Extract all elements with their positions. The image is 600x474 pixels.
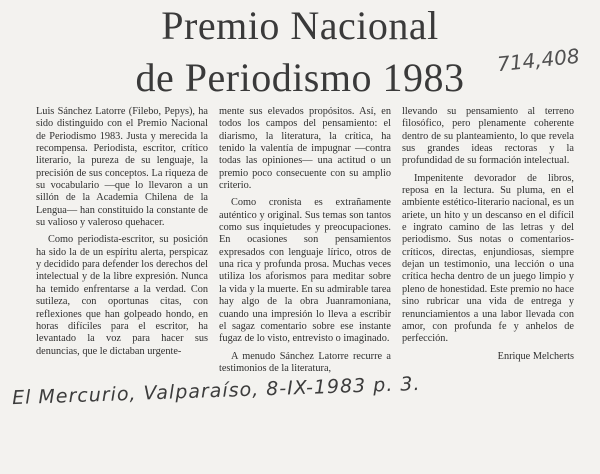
archive-number-handwritten: 714,408: [495, 43, 581, 77]
author-signature: Enrique Melcherts: [497, 350, 574, 362]
paragraph: Como cronista es extrañamente auténtico y original. Sus temas son tantos como sus inquietudes y preocupaciones. En ocasiones son pensamientos expresados con lenguaje lírico, otros de una rica y profunda prosa. Muchas veces utiliza los aforismos para meditar sobre la vida y la muerte. En su admirable tarea hay algo de la obra Juanramoniana, cuando una impresión lo lleva a escribir el sagaz comentario sobre ese instante fugaz de lo visto, entrevisto o imaginado.: [219, 197, 391, 345]
handwritten-source-citation: El Mercurio, Valparaíso, 8-IX-1983 p. 3.: [11, 372, 421, 410]
paragraph: mente sus elevados propósitos. Así, en todos los campos del pensamiento: el diarismo, la literatura, la crítica, ha tenido la valentía de impugnar —contra todas las opiniones— una actitud o un premio poco consecuente con su amplio criterio.: [219, 106, 391, 192]
article-column-3: [402, 106, 574, 363]
paragraph: llevando su pensamiento al terreno filosófico, pero plenamente coherente dentro de su planteamiento, lo que revela sus grandes ideas rectoras y la profundidad de su formación intelectual.: [402, 106, 574, 167]
article-column-2: [219, 106, 391, 380]
article-title-line-1: Premio Nacional: [161, 3, 439, 48]
paragraph: Luis Sánchez Latorre (Filebo, Pepys), ha sido distinguido con el Premio Nacional de Periodismo 1983. Justa y merecida la recompensa. Periodista, escritor, crítico literario, la pureza de su lenguaje, la precisión de sus conceptos. La riqueza de su vocabulario —que lo llevaron a un sillón de la Academia Chilena de la Lengua— han constituido la constante de su valioso y valeroso quehacer.: [36, 106, 208, 229]
article-title-line-2: de Periodismo 1983: [135, 55, 465, 100]
paragraph: A menudo Sánchez Latorre recurre a testimonios de la literatura,: [219, 350, 391, 374]
paragraph: Impenitente devorador de libros, reposa en la lectura. Su pluma, en el ambiente estético-literario nacional, es un ariete, un hito y un descanso en el difícil e ingrato camino de las letras y del periodismo. Sus notas o comentarios-críticos, directas, enjundiosas, siempre dejan un testimonio, una lección o una crítica hecha dentro de un juego limpio y pleno de honestidad. Este premio no hace sino rubricar una vida de entrega y renunciamientos a una labor llevada con amor, con profunda fe y anhelos de perfección.: [402, 172, 574, 345]
paragraph: Como periodista-escritor, su posición ha sido la de un espíritu alerta, perspicaz y decidido para defender los derechos del intelectual y de la libre expresión. Nunca ha temido enfrentarse a la verdad. Con sutileza, con oportunas citas, con reflexiones que han golpeado hondo, en horas difíciles para el escritor, ha levantado la voz para hacer sus denuncias, que le dictaban urgente-: [36, 234, 208, 357]
article-column-1: [36, 106, 208, 363]
